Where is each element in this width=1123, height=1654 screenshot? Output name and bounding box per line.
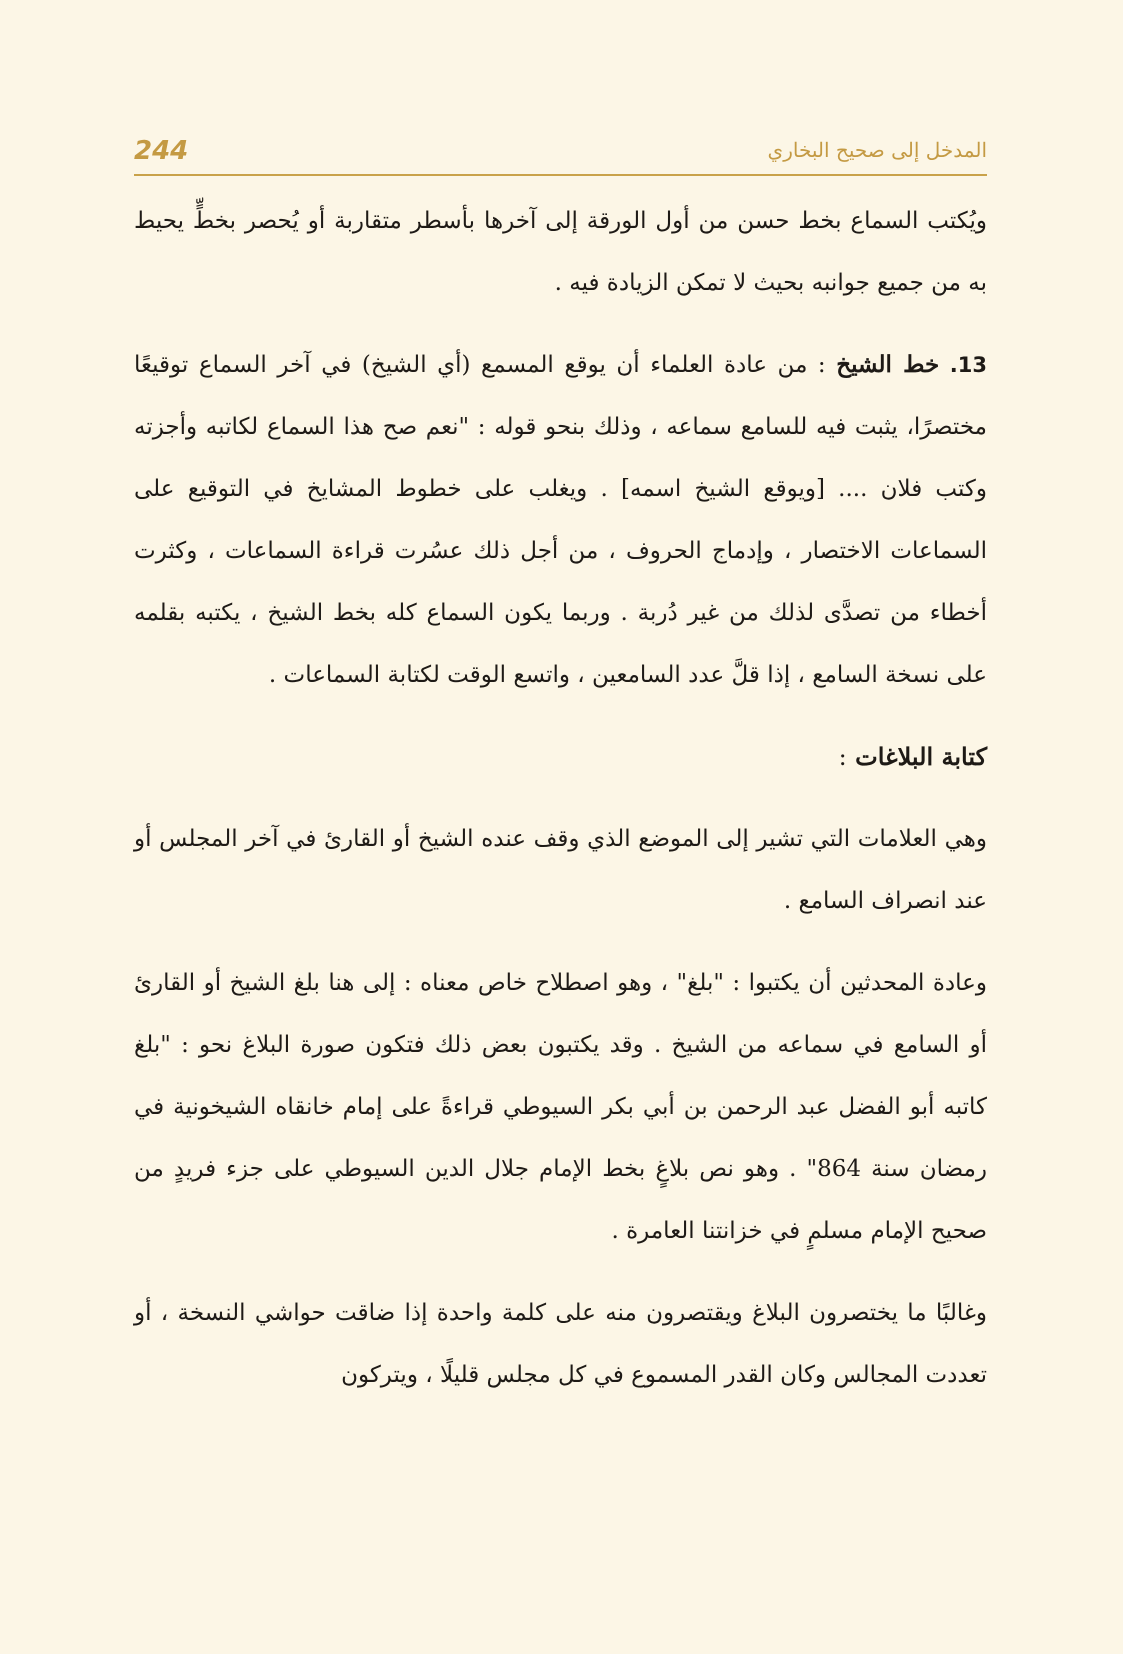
paragraph-4: وعادة المحدثين أن يكتبوا : "بلغ" ، وهو اصطلاح خاص معناه : إلى هنا بلغ الشيخ أو القارئ أو السامع في سماعه من الشيخ . وقد يكتبون بعض ذلك فتكون صورة البلاغ نحو : "بلغ كاتبه أبو الفضل عبد الرحمن بن أبي بكر السيوطي قراءةً على إمام خانقاه الشيخونية في رمضان سنة 864" . وهو نص بلاغٍ بخط الإمام جلال الدين السيوطي على جزء فريدٍ من صحيح الإمام مسلمٍ في خزانتنا العامرة .	[134, 970, 987, 1244]
paragraph-2-text: : من عادة العلماء أن يوقع المسمع (أي الشيخ) في آخر السماع توقيعًا مختصرًا، يثبت فيه للسامع سماعه ، وذلك بنحو قوله : "نعم صح هذا السماع لكاتبه وأجزته وكتب فلان .... [ويوقع الشيخ اسمه] . ويغلب على خطوط المشايخ في التوقيع على السماعات الاختصار ، وإدماج الحروف ، من أجل ذلك عسُرت قراءة السماعات ، وكثرت أخطاء من تصدَّى لذلك من غير دُربة . وربما يكون السماع كله بخط الشيخ ، يكتبه بقلمه على نسخة السامع ، إذا قلَّ عدد السامعين ، واتسع الوقت لكتابة السماعات .	[134, 352, 987, 688]
page-body	[134, 190, 987, 1406]
section-heading	[134, 726, 987, 788]
paragraph-5: وغالبًا ما يختصرون البلاغ ويقتصرون منه على كلمة واحدة إذا ضاقت حواشي النسخة ، أو تعددت المجالس وكان القدر المسموع في كل مجلس قليلًا ، ويتركون	[134, 1300, 987, 1388]
paragraph-3: وهي العلامات التي تشير إلى الموضع الذي وقف عنده الشيخ أو القارئ في آخر المجلس أو عند انصراف السامع .	[134, 826, 987, 914]
page-header	[134, 128, 987, 176]
paragraph-2	[134, 334, 987, 706]
running-title: المدخل إلى صحيح البخاري	[767, 138, 987, 162]
item-number: 13.	[949, 353, 987, 377]
page-number: 244	[134, 136, 189, 166]
section-heading-text: كتابة البلاغات	[855, 742, 987, 771]
paragraph-1: ويُكتب السماع بخط حسن من أول الورقة إلى آخرها بأسطر متقاربة أو يُحصر بخطٍّ يحيط به من جميع جوانبه بحيث لا تمكن الزيادة فيه .	[134, 208, 987, 296]
section-heading-colon: :	[838, 743, 847, 771]
item-title: خط الشيخ	[836, 351, 940, 378]
book-page	[134, 128, 987, 1406]
